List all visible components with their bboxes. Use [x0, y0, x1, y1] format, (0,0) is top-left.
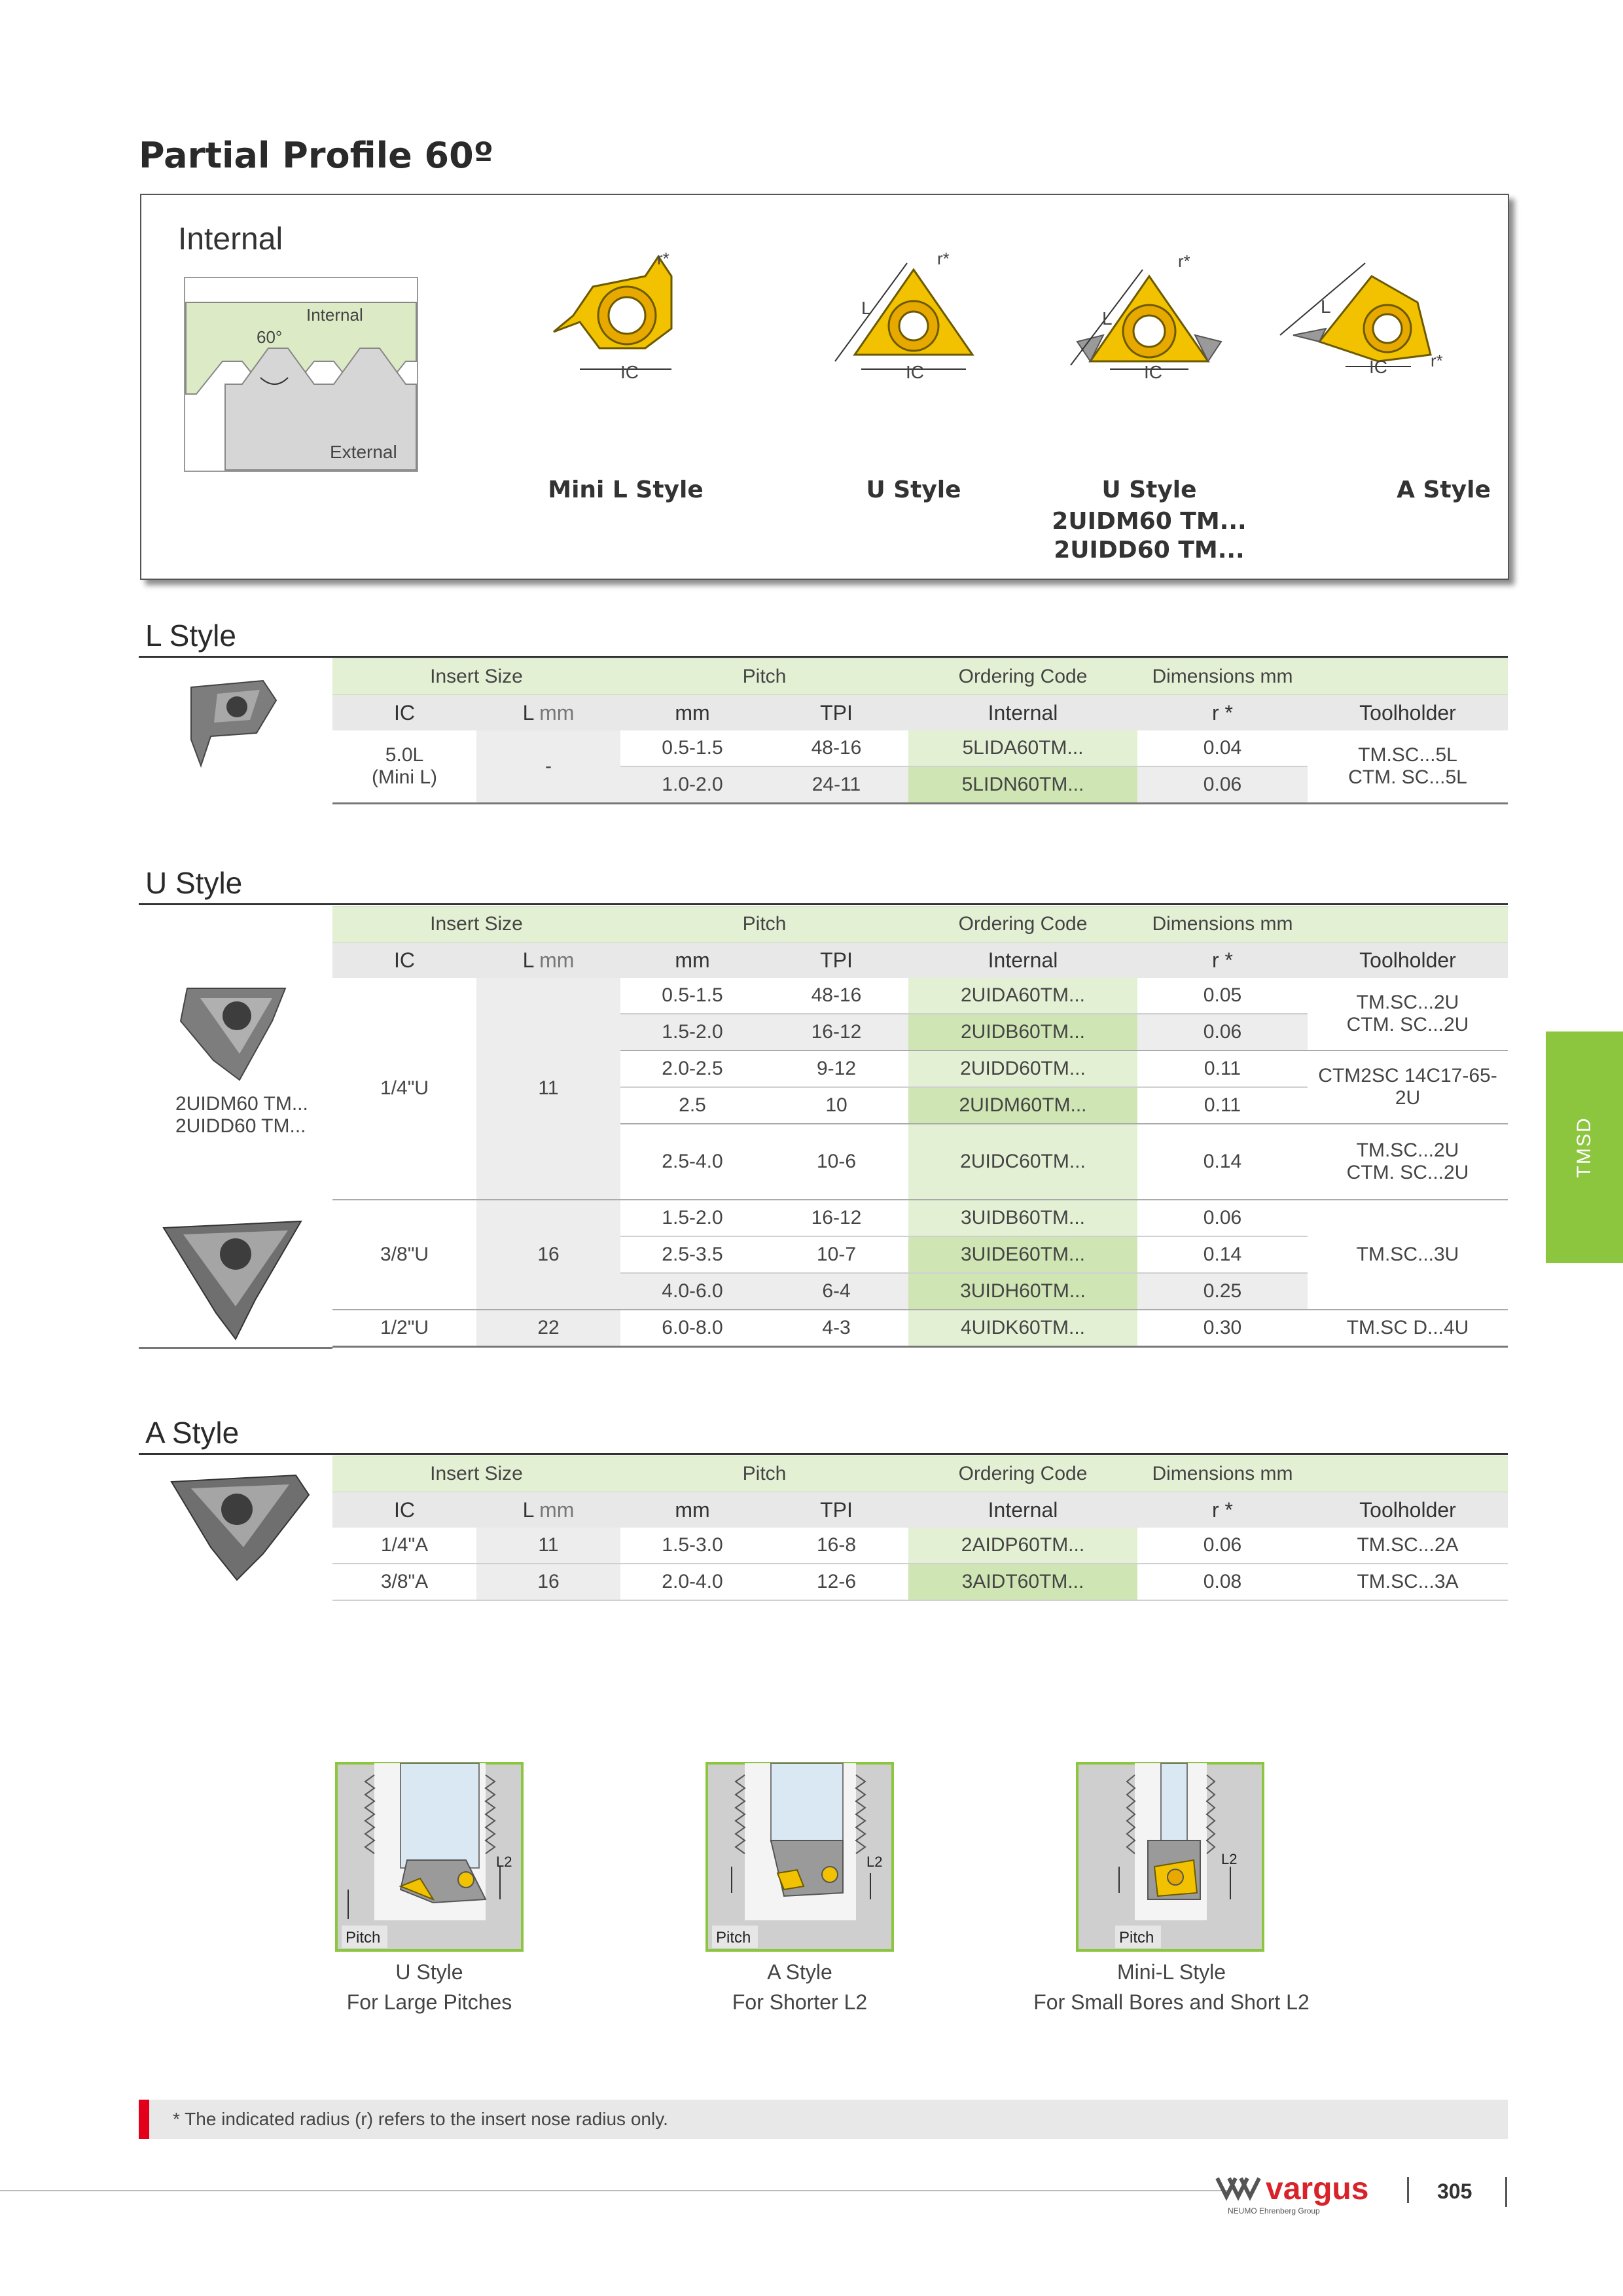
footer-rule [0, 2190, 1230, 2191]
col-r: r * [1137, 1492, 1308, 1528]
label-angle: 60° [257, 327, 283, 347]
group-insert-size: Insert Size [332, 906, 620, 942]
group-pitch: Pitch [620, 906, 908, 942]
footnote-bar [139, 2100, 1508, 2139]
col-mm: mm [620, 942, 764, 978]
ic-label: IC [906, 362, 924, 382]
u-style-insert-image-2 [157, 1215, 308, 1346]
col-r: r * [1137, 695, 1308, 731]
l-label: L [1321, 296, 1331, 317]
insert-code-line-1: 2UIDM60 TM... [1052, 508, 1247, 535]
u-table-bottom-rule [139, 1347, 332, 1349]
group-pitch: Pitch [620, 1456, 908, 1492]
group-ordering-code: Ordering Code [908, 906, 1137, 942]
r-label: r* [1431, 351, 1443, 370]
l-label: L [1102, 308, 1113, 329]
u-insert-coded-drawing [1051, 250, 1247, 401]
table-row: 1.5-2.0 16-12 2UIDB60TM... 0.06 [332, 1014, 1508, 1050]
group-dimensions: Dimensions mm [1137, 1456, 1308, 1492]
vargus-logo [1215, 2170, 1404, 2220]
u-style-application-caption: U Style For Large Pitches [346, 1960, 512, 2014]
group-dimensions: Dimensions mm [1137, 659, 1308, 695]
group-pitch: Pitch [620, 659, 908, 695]
ic-label: IC [620, 362, 639, 382]
pitch-label: Pitch [716, 1929, 751, 1946]
table-row: 1.0-2.0 24-11 5LIDN60TM... 0.06 [332, 766, 1508, 804]
u-style-table [332, 906, 1508, 1348]
section-side-tab[interactable]: TMSD [1546, 1031, 1623, 1263]
col-ic: IC [332, 1492, 476, 1528]
r-label: r* [937, 250, 950, 268]
l2-label: L2 [866, 1854, 883, 1870]
u-insert-drawing [822, 250, 1005, 401]
col-r: r * [1137, 942, 1308, 978]
l-style-table [332, 658, 1508, 804]
thread-profile-diagram [183, 276, 419, 473]
a-style-application-caption: A Style For Shorter L2 [732, 1960, 868, 2014]
table-row: 3/8"U 16 1.5-2.0 16-12 3UIDB60TM... 0.06 TM.SC...3U [332, 1200, 1508, 1236]
l2-label: L2 [1221, 1851, 1238, 1867]
page-title: Partial Profile 60º [139, 135, 494, 176]
table-row: 2.5-4.0 10-6 2UIDC60TM... 0.14 TM.SC...2U CTM. SC...2U [332, 1124, 1508, 1200]
col-tpi: TPI [764, 1492, 908, 1528]
ic-label: IC [1369, 357, 1387, 377]
insert-label-a: A Style [1397, 476, 1491, 503]
col-internal: Internal [908, 942, 1137, 978]
col-internal: Internal [908, 1492, 1137, 1528]
section-rule [139, 1453, 1508, 1455]
col-toolholder: Toolholder [1308, 942, 1508, 978]
insert-code-line-2: 2UIDD60 TM... [1054, 537, 1245, 564]
internal-overview-panel [140, 194, 1509, 580]
group-dimensions: Dimensions mm [1137, 906, 1308, 942]
group-ordering-code: Ordering Code [908, 1456, 1137, 1492]
label-internal: Internal [306, 305, 363, 325]
insert-label-u: U Style [866, 476, 961, 503]
footer-divider [1505, 2177, 1507, 2207]
ic-label: IC [1144, 362, 1162, 382]
r-label: r* [657, 250, 669, 268]
col-toolholder: Toolholder [1308, 695, 1508, 731]
footnote-text: * The indicated radius (r) refers to the insert nose radius only. [173, 2109, 668, 2129]
col-l: L mm [476, 1492, 620, 1528]
col-l: L mm [476, 695, 620, 731]
u-style-application-image [335, 1762, 524, 1952]
l-label: L [861, 298, 872, 318]
table-row: 1/4"A 11 1.5-3.0 16-8 2AIDP60TM... 0.06 TM.SC...2A [332, 1528, 1508, 1564]
col-l: L mm [476, 942, 620, 978]
footer-divider [1407, 2177, 1409, 2203]
label-external: External [330, 442, 397, 462]
panel-heading: Internal [178, 222, 283, 257]
footnote-marker [139, 2100, 149, 2139]
table-row: 3/8"A 16 2.0-4.0 12-6 3AIDT60TM... 0.08 TM.SC...3A [332, 1564, 1508, 1600]
group-insert-size: Insert Size [332, 659, 620, 695]
table-row: 1/4"U 11 0.5-1.5 48-16 2UIDA60TM... 0.05 TM.SC...2U CTM. SC...2U [332, 978, 1508, 1014]
table-row: 1/2"U 22 6.0-8.0 4-3 4UIDK60TM... 0.30 TM.SC D...4U [332, 1310, 1508, 1347]
r-label: r* [1178, 251, 1190, 271]
group-ordering-code: Ordering Code [908, 659, 1137, 695]
col-ic: IC [332, 942, 476, 978]
col-tpi: TPI [764, 695, 908, 731]
brand-name: vargus [1266, 2172, 1369, 2206]
l2-label: L2 [496, 1854, 512, 1870]
u-insert-caption: 2UIDM60 TM... 2UIDD60 TM... [175, 1093, 308, 1137]
col-mm: mm [620, 695, 764, 731]
table-row: 4.0-6.0 6-4 3UIDH60TM... 0.25 [332, 1273, 1508, 1310]
mini-l-application-caption: Mini-L Style For Small Bores and Short L2 [1033, 1960, 1310, 2014]
col-ic: IC [332, 695, 476, 731]
l-style-insert-image [185, 674, 283, 772]
section-title-a-style: A Style [145, 1416, 240, 1450]
a-style-insert-image [165, 1469, 315, 1587]
section-rule [139, 656, 1508, 658]
table-row: 5.0L (Mini L) - 0.5-1.5 48-16 5LIDA60TM... 0.04 TM.SC...5L CTM. SC...5L [332, 730, 1508, 766]
table-row: 2.0-2.5 9-12 2UIDD60TM... 0.11 CTM2SC 14C17-65-2U [332, 1050, 1508, 1087]
insert-label-mini-l: Mini L Style [548, 476, 704, 503]
section-title-u-style: U Style [145, 866, 243, 900]
section-rule [139, 903, 1508, 905]
insert-label-u-coded: U Style [1101, 476, 1197, 503]
a-insert-drawing [1241, 250, 1463, 401]
table-row: 2.5 10 2UIDM60TM... 0.11 [332, 1087, 1508, 1124]
page-number: 305 [1437, 2179, 1472, 2203]
section-title-l-style: L Style [145, 619, 236, 653]
pitch-label: Pitch [1119, 1929, 1154, 1946]
col-tpi: TPI [764, 942, 908, 978]
col-toolholder: Toolholder [1308, 1492, 1508, 1528]
group-insert-size: Insert Size [332, 1456, 620, 1492]
brand-tagline: NEUMO Ehrenberg Group [1228, 2206, 1320, 2215]
mini-l-application-image [1076, 1762, 1264, 1952]
col-internal: Internal [908, 695, 1137, 731]
a-style-table [332, 1456, 1508, 1601]
pitch-label: Pitch [346, 1929, 381, 1946]
u-style-insert-image-1 [174, 982, 292, 1086]
col-mm: mm [620, 1492, 764, 1528]
mini-l-insert-drawing [547, 250, 704, 401]
a-style-application-image [705, 1762, 894, 1952]
table-row: 2.5-3.5 10-7 3UIDE60TM... 0.14 [332, 1236, 1508, 1273]
